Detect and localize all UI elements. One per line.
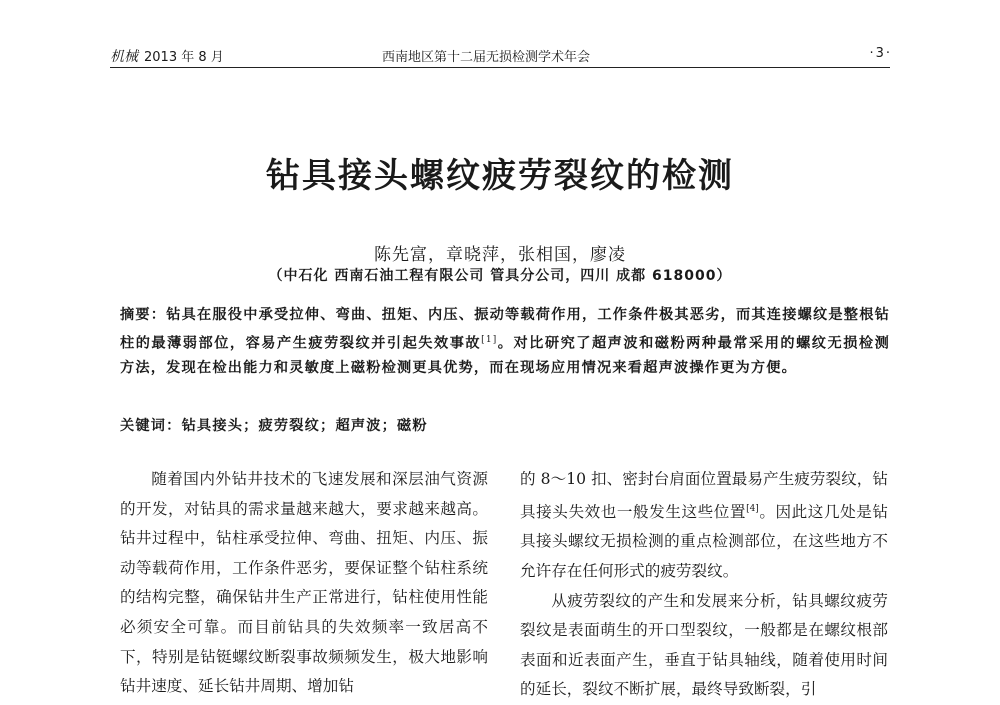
- header-rule: [110, 67, 890, 68]
- abstract-text-1: 钻具在服役中承受拉伸、弯曲、扭矩、内压、振动等载荷作用，工作条件极其恶劣，而其连接螺纹是整根钻柱的最薄弱部位，容易产生疲劳裂纹并引起失效事故: [120, 307, 890, 352]
- paper-title: 钻具接头螺纹疲劳裂纹的检测: [266, 156, 734, 196]
- journal-issue: [110, 46, 224, 66]
- keywords-text: 钻具接头；疲劳裂纹；超声波；磁粉: [181, 418, 428, 434]
- abstract-label: 摘要：: [120, 307, 167, 323]
- body-text: 的 8～10 扣、密封台肩面位置最易产生疲劳裂纹，钻具接头失效也一般发生这些位置: [520, 470, 888, 521]
- keywords: [120, 415, 890, 435]
- conference-name: 西南地区第十二届无损检测学术年会: [382, 50, 591, 65]
- keywords-label: 关键词：: [120, 418, 182, 434]
- abstract-citation: [1]: [481, 334, 498, 345]
- abstract-text-2: 。对比研究了超声波和磁粉两种最常采用的螺纹无损检测方法，发现在检出能力和灵敏度上磁粉检测更具优势，而在现场应用情况来看超声波操作更为方便。: [120, 335, 890, 376]
- running-head: [110, 42, 892, 66]
- author-list: 陈先富，章晓萍，张相国，廖凌: [374, 245, 626, 265]
- abstract: [120, 303, 890, 380]
- affiliation: （中石化 西南石油工程有限公司 管具分公司，四川 成都 618000）: [268, 268, 732, 284]
- body-column-left: [120, 465, 488, 702]
- body-paragraph: 从疲劳裂纹的产生和发展来分析，钻具螺纹疲劳裂纹是表面萌生的开口型裂纹，一般都是在螺纹根部表面和近表面产生，垂直于钻具轴线，随着使用时间的延长，裂纹不断扩展，最终导致断裂，引: [520, 591, 888, 699]
- journal-name: 机械: [110, 49, 138, 65]
- issue-date: 2013 年 8 月: [144, 50, 224, 65]
- page-number: ·3·: [869, 46, 892, 61]
- body-citation: [4]: [746, 503, 759, 514]
- body-column-right: [520, 465, 888, 705]
- body-paragraph-continued: [520, 465, 888, 587]
- body-text: 。因此这几处是钻具接头螺纹无损检测的重点检测部位，在这些地方不允许存在任何形式的疲劳裂纹。: [520, 502, 888, 580]
- body-paragraph: 随着国内外钻井技术的飞速发展和深层油气资源的开发，对钻具的需求量越来越大，要求越来越高。钻井过程中，钻柱承受拉伸、弯曲、扭矩、内压、振动等载荷作用，工作条件恶劣，要保证整个钻柱系统的结构完整，确保钻井生产正常进行，钻柱使用性能必须安全可靠。而目前钻具的失效频率一致居高不下，特别是钻铤螺纹断裂事故频频发生，极大地影响钻井速度、延长钻井周期、增加钻: [120, 470, 488, 696]
